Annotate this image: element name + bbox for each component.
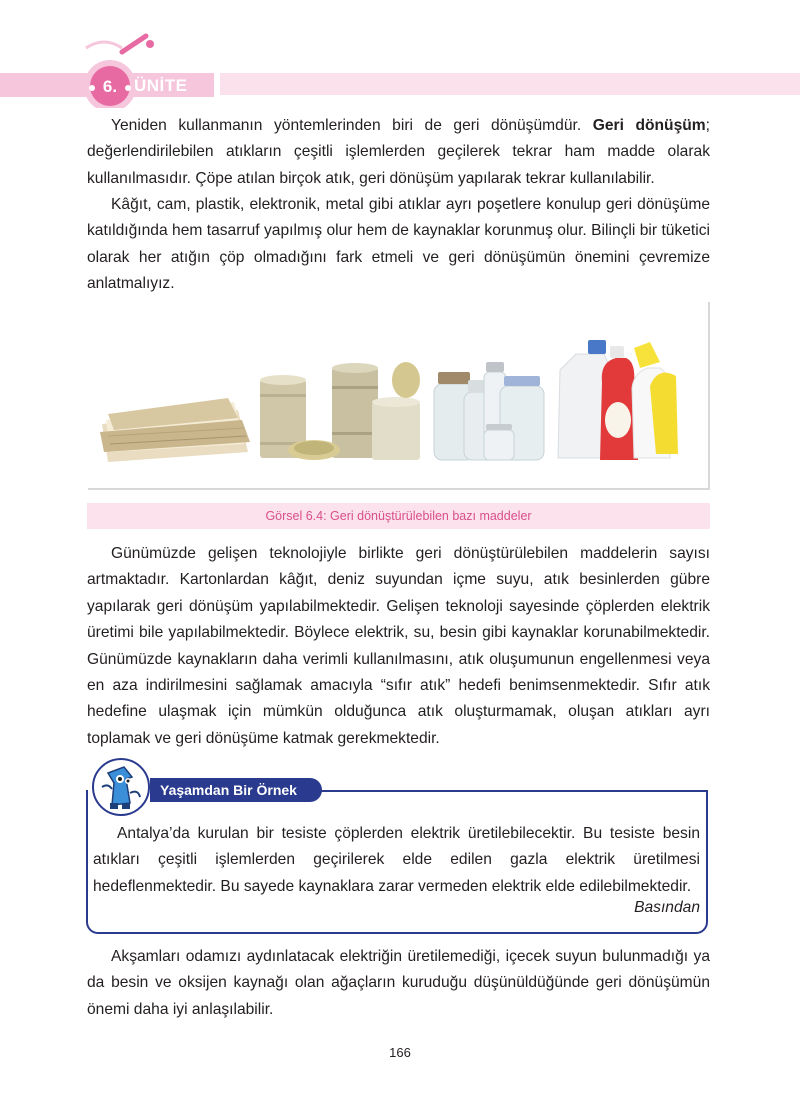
figure-caption: Görsel 6.4: Geri dönüştürülebilen bazı maddeler [87, 503, 710, 529]
example-text: Antalya’da kurulan bir tesiste çöplerden elektrik üretilebilecektir. Bu tesiste besin atıkları çeşitli işlemlerden geçirilerek elde edilen gazla elektrik üretilmesi hedeflenmektedir. Bu sayede kaynaklara zarar vermeden elektrik elde edilebilmektedir. [93, 825, 700, 895]
example-source: Basından [634, 899, 700, 916]
paragraph-1-text: Yeniden kullanmanın yöntemlerinden biri de geri dönüşümdür. [111, 117, 593, 134]
recyclables-illustration [88, 302, 708, 488]
paragraph-3: Günümüzde gelişen teknolojiyle birlikte geri dönüştürülebilen maddelerin sayısı artmaktadır. Kartonlardan kâğıt, deniz suyundan içme suyu, atık besinlerden gübre yapılarak geri dönüşüm yapılabilmektedir. Gelişen teknoloji sayesinde çöplerden elektrik üretimi bile yapılabilmektedir. Böylece elektrik, su, besin gibi kaynaklar korunabilmektedir. Günümüzde kaynakların daha verimli kullanılmasını, atık oluşumunun engellenmesi veya en aza indirilmesini sağlamak amacıyla “sıfır atık” hedefi benimsenmektedir. Sıfır atık hedefine ulaşmak için mümkün olduğunca atık oluşturmamak, oluşan atıkları ayrı toplamak ve geri dönüşüme katmak gerekmektedir. [87, 545, 710, 747]
page-number: 166 [389, 1045, 411, 1060]
metal-cans-icon [260, 362, 420, 460]
example-box-topline [320, 790, 708, 792]
recyclables-photo [88, 302, 710, 490]
term-geri-donusum: Geri dönüşüm [592, 117, 706, 134]
example-title: Yaşamdan Bir Örnek [150, 778, 322, 802]
plastic-bottles-icon [558, 340, 678, 460]
unit-header [0, 0, 800, 110]
paper-stack-icon [100, 398, 250, 462]
paragraph-1-text-rest: ; değerlendirilebilen atıkların çeşitli işlemlerden geçilerek tekrar ham madde olarak kullanılmasıdır. Çöpe atılan birçok atık, geri dönüşüm yapılarak tekrar kullanılabilir. [87, 117, 710, 187]
glass-jars-icon [434, 362, 544, 460]
mascot-icon [90, 757, 152, 817]
paragraph-2: Kâğıt, cam, plastik, elektronik, metal gibi atıklar ayrı poşetlere konulup geri dönüşüme katıldığında hem tasarruf yapılmış olur hem de kaynaklar korunmuş olur. Bilinçli bir tüketici olarak her atığın çöp olmadığını fark etmeli ve geri dönüşümün önemini çevremize anlatmalıyız. [87, 196, 710, 293]
paragraph-4: Akşamları odamızı aydınlatacak elektriğin üretilemediği, içecek suyun bulunmadığı ya da besin ve oksijen kaynağı olan ağaçların kuruduğu düşünüldüğünde geri dönüşümün önemi daha iyi anlaşılabilir. [87, 948, 710, 1018]
unit-number: 6. [102, 77, 118, 96]
unit-label: ÜNİTE [134, 76, 188, 95]
paragraph-1 [87, 113, 710, 192]
unit-header-line [220, 73, 800, 95]
